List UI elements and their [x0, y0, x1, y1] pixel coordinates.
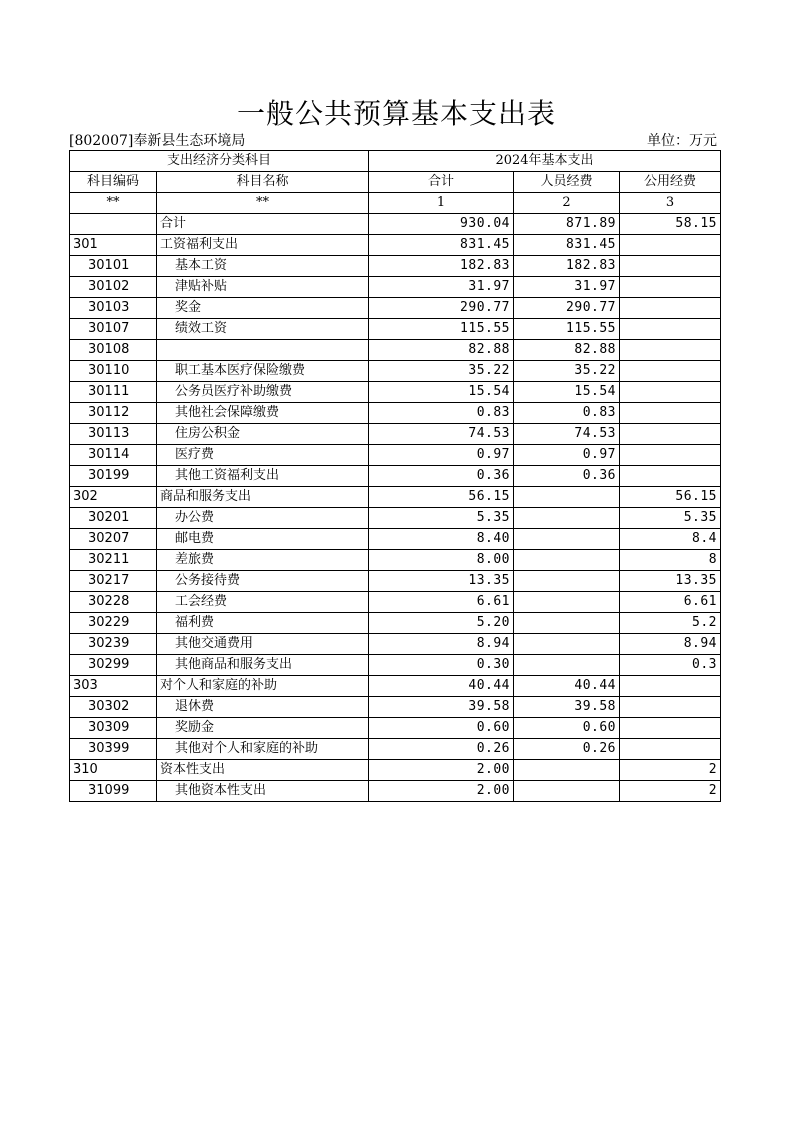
row-name: 商品和服务支出 [157, 487, 369, 508]
row-personnel: 290.77 [514, 298, 620, 319]
row-code: 30207 [70, 529, 157, 550]
row-code [70, 214, 157, 235]
row-total: 82.88 [369, 340, 514, 361]
row-code: 30111 [70, 382, 157, 403]
row-public: 8.94 [620, 634, 721, 655]
row-code: 30217 [70, 571, 157, 592]
table-row [70, 739, 721, 760]
row-name: 对个人和家庭的补助 [157, 676, 369, 697]
row-public: 0.3 [620, 655, 721, 676]
row-name: 其他交通费用 [157, 634, 369, 655]
table-row [70, 487, 721, 508]
table-row [70, 277, 721, 298]
row-personnel: 31.97 [514, 277, 620, 298]
table-row [70, 529, 721, 550]
row-name: 医疗费 [157, 445, 369, 466]
header-name: 科目名称 [157, 172, 369, 193]
row-name: 其他商品和服务支出 [157, 655, 369, 676]
row-personnel [514, 592, 620, 613]
row-code: 302 [70, 487, 157, 508]
row-personnel [514, 634, 620, 655]
index-code: ** [70, 193, 157, 214]
row-total: 13.35 [369, 571, 514, 592]
row-code: 30108 [70, 340, 157, 361]
row-public [620, 277, 721, 298]
row-name: 公务接待费 [157, 571, 369, 592]
table-row [70, 298, 721, 319]
table-row [70, 340, 721, 361]
row-public: 5.2 [620, 613, 721, 634]
row-public: 5.35 [620, 508, 721, 529]
row-name: 工资福利支出 [157, 235, 369, 256]
table-row [70, 319, 721, 340]
index-public: 3 [620, 193, 721, 214]
row-personnel [514, 508, 620, 529]
row-code: 30101 [70, 256, 157, 277]
index-total: 1 [369, 193, 514, 214]
header-index-row [70, 193, 721, 214]
row-personnel: 0.60 [514, 718, 620, 739]
row-total: 74.53 [369, 424, 514, 445]
row-total: 39.58 [369, 697, 514, 718]
row-personnel: 871.89 [514, 214, 620, 235]
row-name: 其他对个人和家庭的补助 [157, 739, 369, 760]
row-personnel: 0.36 [514, 466, 620, 487]
row-name: 绩效工资 [157, 319, 369, 340]
row-total: 40.44 [369, 676, 514, 697]
header-personnel: 人员经费 [514, 172, 620, 193]
table-row [70, 382, 721, 403]
page-title: 一般公共预算基本支出表 [236, 97, 556, 130]
row-personnel [514, 529, 620, 550]
table-row [70, 571, 721, 592]
row-total: 290.77 [369, 298, 514, 319]
row-code: 30239 [70, 634, 157, 655]
header-column-row [70, 172, 721, 193]
table-row [70, 550, 721, 571]
table-row [70, 445, 721, 466]
row-personnel [514, 550, 620, 571]
row-name: 其他工资福利支出 [157, 466, 369, 487]
row-personnel [514, 760, 620, 781]
row-public [620, 739, 721, 760]
table-row [70, 592, 721, 613]
row-code: 30211 [70, 550, 157, 571]
index-personnel: 2 [514, 193, 620, 214]
row-total: 0.97 [369, 445, 514, 466]
row-personnel [514, 571, 620, 592]
row-personnel: 0.26 [514, 739, 620, 760]
header-code: 科目编码 [70, 172, 157, 193]
row-code: 30103 [70, 298, 157, 319]
row-personnel [514, 781, 620, 802]
row-total: 831.45 [369, 235, 514, 256]
row-personnel: 15.54 [514, 382, 620, 403]
row-personnel: 39.58 [514, 697, 620, 718]
row-name: 办公费 [157, 508, 369, 529]
row-total: 56.15 [369, 487, 514, 508]
row-public [620, 445, 721, 466]
row-name: 其他社会保障缴费 [157, 403, 369, 424]
row-personnel: 831.45 [514, 235, 620, 256]
index-name: ** [157, 193, 369, 214]
header-group-row [70, 151, 721, 172]
row-name: 基本工资 [157, 256, 369, 277]
row-total: 0.83 [369, 403, 514, 424]
table-row [70, 235, 721, 256]
table-row [70, 634, 721, 655]
table-row [70, 466, 721, 487]
row-code: 30201 [70, 508, 157, 529]
row-code: 30199 [70, 466, 157, 487]
row-name: 津贴补贴 [157, 277, 369, 298]
header-total: 合计 [369, 172, 514, 193]
row-total: 115.55 [369, 319, 514, 340]
row-total: 35.22 [369, 361, 514, 382]
table-row [70, 781, 721, 802]
row-code: 30112 [70, 403, 157, 424]
budget-table [69, 150, 721, 802]
row-name: 退休费 [157, 697, 369, 718]
header-public: 公用经费 [620, 172, 721, 193]
row-total: 8.40 [369, 529, 514, 550]
row-code: 30107 [70, 319, 157, 340]
row-public [620, 466, 721, 487]
row-personnel: 0.97 [514, 445, 620, 466]
row-name: 工会经费 [157, 592, 369, 613]
row-name: 福利费 [157, 613, 369, 634]
row-code: 30102 [70, 277, 157, 298]
row-personnel: 40.44 [514, 676, 620, 697]
table-row [70, 361, 721, 382]
row-code: 30302 [70, 697, 157, 718]
row-public: 8.4 [620, 529, 721, 550]
table-row [70, 256, 721, 277]
row-code: 31099 [70, 781, 157, 802]
row-public: 56.15 [620, 487, 721, 508]
row-name: 合计 [157, 214, 369, 235]
row-personnel: 182.83 [514, 256, 620, 277]
row-name: 差旅费 [157, 550, 369, 571]
table-row [70, 760, 721, 781]
table-row [70, 718, 721, 739]
row-personnel [514, 487, 620, 508]
row-code: 30399 [70, 739, 157, 760]
row-name: 职工基本医疗保险缴费 [157, 361, 369, 382]
row-total: 31.97 [369, 277, 514, 298]
row-personnel: 82.88 [514, 340, 620, 361]
table-row [70, 403, 721, 424]
table-row [70, 424, 721, 445]
table-row [70, 508, 721, 529]
row-name: 奖励金 [157, 718, 369, 739]
row-public: 13.35 [620, 571, 721, 592]
row-code: 310 [70, 760, 157, 781]
row-name: 奖金 [157, 298, 369, 319]
row-public [620, 424, 721, 445]
header-group-left: 支出经济分类科目 [70, 151, 369, 172]
row-personnel [514, 613, 620, 634]
row-name: 资本性支出 [157, 760, 369, 781]
row-public [620, 361, 721, 382]
row-code: 30299 [70, 655, 157, 676]
row-total: 6.61 [369, 592, 514, 613]
row-public: 8 [620, 550, 721, 571]
row-total: 0.36 [369, 466, 514, 487]
department-label: [802007]奉新县生态环境局 [69, 133, 246, 149]
row-total: 182.83 [369, 256, 514, 277]
row-public [620, 676, 721, 697]
row-public: 2 [620, 760, 721, 781]
row-name [157, 340, 369, 361]
table-row [70, 697, 721, 718]
row-total: 5.35 [369, 508, 514, 529]
row-personnel: 0.83 [514, 403, 620, 424]
row-personnel: 35.22 [514, 361, 620, 382]
row-code: 30229 [70, 613, 157, 634]
row-total: 0.26 [369, 739, 514, 760]
row-public [620, 403, 721, 424]
row-code: 301 [70, 235, 157, 256]
row-code: 30309 [70, 718, 157, 739]
row-code: 30228 [70, 592, 157, 613]
row-total: 2.00 [369, 781, 514, 802]
row-public: 6.61 [620, 592, 721, 613]
row-personnel [514, 655, 620, 676]
row-total: 15.54 [369, 382, 514, 403]
row-total: 930.04 [369, 214, 514, 235]
row-public [620, 697, 721, 718]
row-total: 0.60 [369, 718, 514, 739]
unit-label: 单位：万元 [647, 133, 717, 149]
row-public: 58.15 [620, 214, 721, 235]
row-public [620, 340, 721, 361]
table-row [70, 214, 721, 235]
row-public [620, 319, 721, 340]
row-code: 30114 [70, 445, 157, 466]
row-personnel: 115.55 [514, 319, 620, 340]
row-total: 2.00 [369, 760, 514, 781]
row-public [620, 298, 721, 319]
row-public: 2 [620, 781, 721, 802]
row-public [620, 235, 721, 256]
row-total: 8.00 [369, 550, 514, 571]
table-row [70, 613, 721, 634]
row-code: 303 [70, 676, 157, 697]
row-public [620, 382, 721, 403]
row-code: 30110 [70, 361, 157, 382]
row-code: 30113 [70, 424, 157, 445]
row-name: 其他资本性支出 [157, 781, 369, 802]
row-name: 邮电费 [157, 529, 369, 550]
row-total: 5.20 [369, 613, 514, 634]
table-row [70, 676, 721, 697]
row-name: 住房公积金 [157, 424, 369, 445]
row-total: 0.30 [369, 655, 514, 676]
row-public [620, 256, 721, 277]
row-name: 公务员医疗补助缴费 [157, 382, 369, 403]
row-personnel: 74.53 [514, 424, 620, 445]
row-public [620, 718, 721, 739]
row-total: 8.94 [369, 634, 514, 655]
header-group-right: 2024年基本支出 [369, 151, 721, 172]
table-row [70, 655, 721, 676]
